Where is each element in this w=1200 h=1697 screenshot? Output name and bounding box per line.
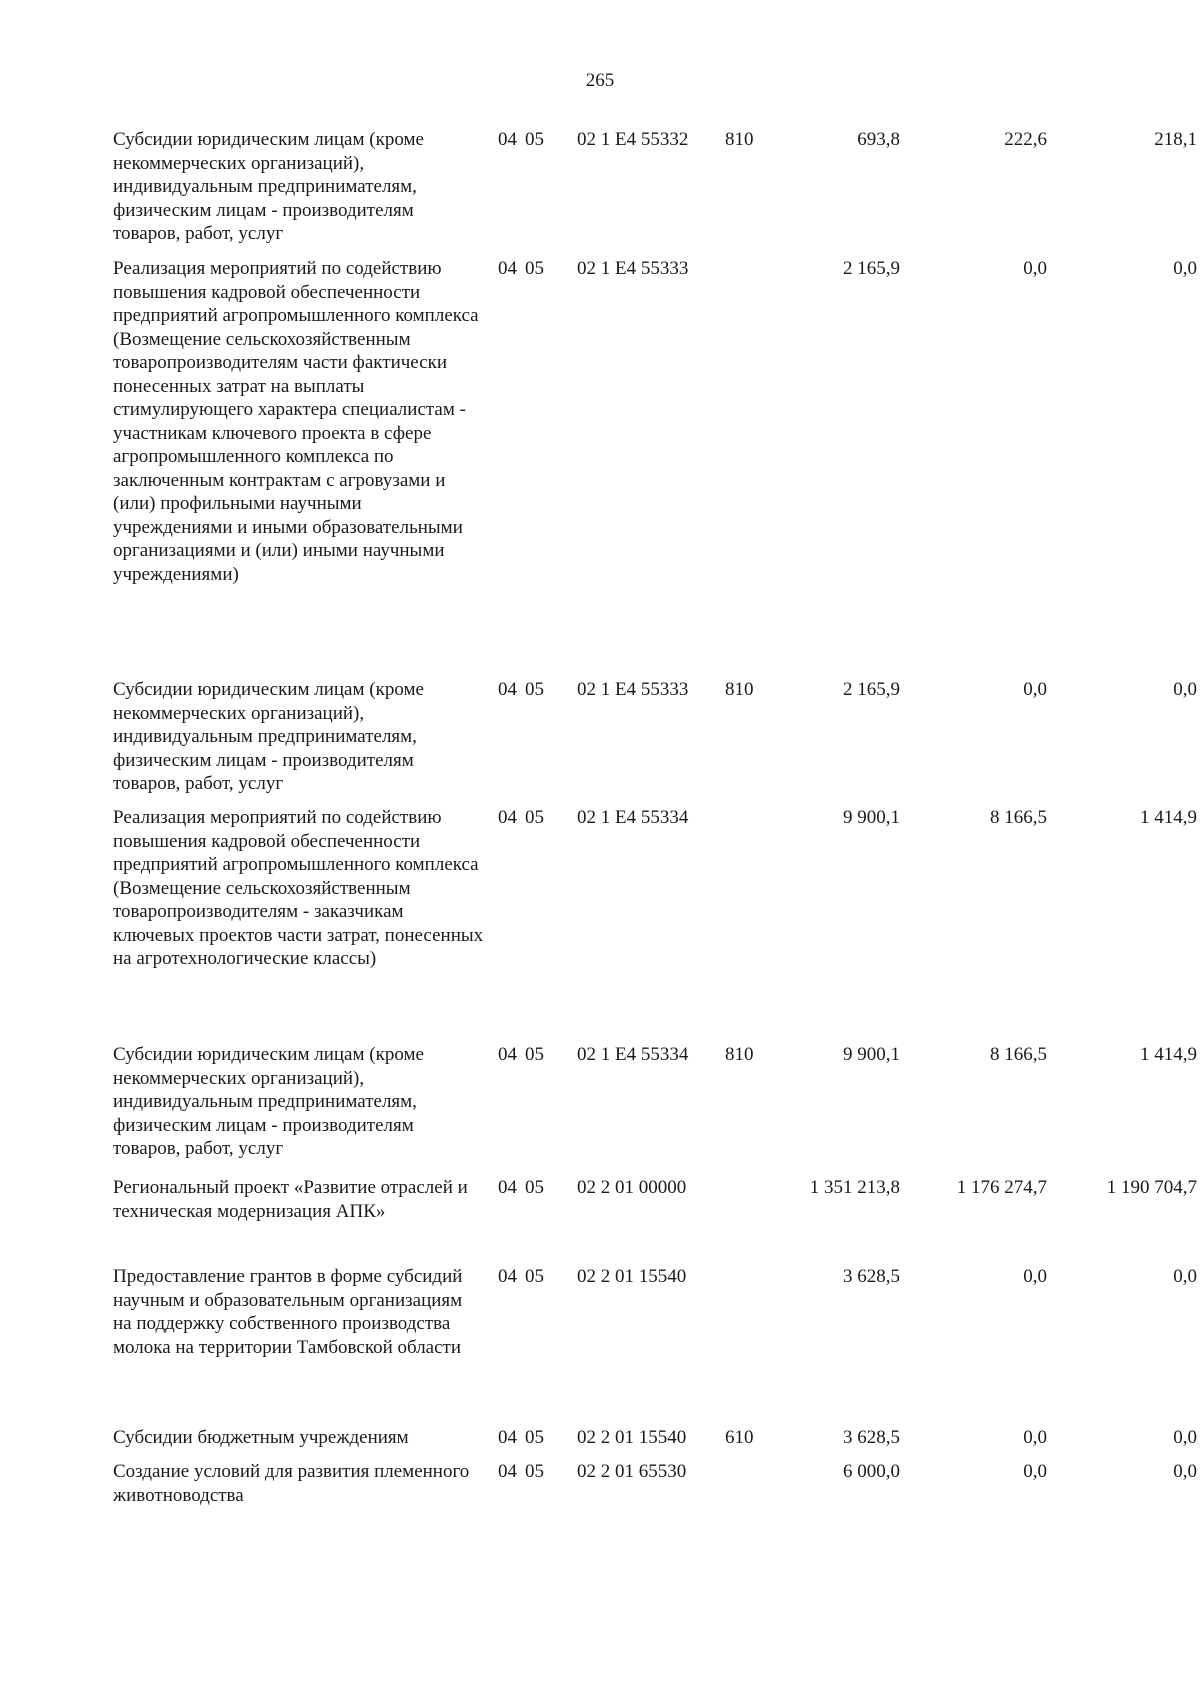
row-description: Субсидии юридическим лицам (кроме некоммерческих организаций), индивидуальным предпринимателям, физическим лицам - производителям товаров, работ, услуг [113,1044,424,1159]
row-target-article: 02 1 E4 55334 [577,1044,689,1065]
row-value-year2: 0,0 [1023,1427,1047,1448]
row-subsection-code: 05 [525,129,544,150]
row-value-year3: 0,0 [1173,679,1197,700]
row-target-article: 02 1 E4 55334 [577,807,689,828]
row-value-year1: 3 628,5 [843,1266,900,1287]
row-value-year1: 1 351 213,8 [809,1177,900,1198]
row-value-year2: 0,0 [1023,1266,1047,1287]
row-description: Предоставление грантов в форме субсидий научным и образовательным организациям на поддержку собственного производства молока на территории Тамбовской области [113,1266,463,1358]
row-expense-type: 810 [725,1044,754,1065]
row-description: Реализация мероприятий по содействию повышения кадровой обеспеченности предприятий агропромышленного комплекса (Возмещение сельскохозяйственным товаропроизводителям - заказчикам ключевых проектов части затрат, понесенных на агротехнологические классы) [113,807,484,969]
row-target-article: 02 1 E4 55333 [577,679,689,700]
row-value-year1: 9 900,1 [843,807,900,828]
row-value-year3: 218,1 [1154,129,1197,150]
row-section-code: 04 [498,1177,517,1198]
row-section-code: 04 [498,129,517,150]
row-target-article: 02 2 01 65530 [577,1461,687,1482]
row-subsection-code: 05 [525,1427,544,1448]
row-section-code: 04 [498,1044,517,1065]
row-expense-type: 810 [725,129,754,150]
row-subsection-code: 05 [525,679,544,700]
row-section-code: 04 [498,1266,517,1287]
row-value-year3: 0,0 [1173,258,1197,279]
row-value-year2: 0,0 [1023,1461,1047,1482]
row-target-article: 02 1 E4 55333 [577,258,689,279]
row-value-year2: 222,6 [1004,129,1047,150]
row-section-code: 04 [498,679,517,700]
row-target-article: 02 2 01 15540 [577,1266,687,1287]
row-description: Субсидии юридическим лицам (кроме некоммерческих организаций), индивидуальным предпринимателям, физическим лицам - производителям товаров, работ, услуг [113,129,424,244]
row-value-year3: 0,0 [1173,1461,1197,1482]
row-value-year1: 3 628,5 [843,1427,900,1448]
row-value-year3: 1 414,9 [1140,1044,1197,1065]
row-value-year2: 0,0 [1023,679,1047,700]
row-value-year3: 1 414,9 [1140,807,1197,828]
row-target-article: 02 1 E4 55332 [577,129,689,150]
row-subsection-code: 05 [525,1177,544,1198]
row-expense-type: 810 [725,679,754,700]
row-value-year3: 1 190 704,7 [1106,1177,1197,1198]
row-expense-type: 610 [725,1427,754,1448]
row-description: Создание условий для развития племенного животноводства [113,1461,470,1506]
row-description: Реализация мероприятий по содействию повышения кадровой обеспеченности предприятий агропромышленного комплекса (Возмещение сельскохозяйственным товаропроизводителям части фактически понесенных затрат на выплаты стимулирующего характера специалистам - участникам ключевого проекта в сфере агропромышленного комплекса по заключенным контрактам с агровузами и (или) профильными научными учреждениями и иными образовательными организациями и (или) иными научными учреждениями) [113,258,479,585]
row-subsection-code: 05 [525,258,544,279]
row-value-year2: 8 166,5 [990,807,1047,828]
row-value-year1: 9 900,1 [843,1044,900,1065]
row-value-year1: 2 165,9 [843,258,900,279]
row-description: Региональный проект «Развитие отраслей и техническая модернизация АПК» [113,1177,468,1222]
row-subsection-code: 05 [525,1044,544,1065]
row-value-year3: 0,0 [1173,1266,1197,1287]
row-value-year1: 693,8 [857,129,900,150]
row-value-year2: 0,0 [1023,258,1047,279]
row-value-year1: 2 165,9 [843,679,900,700]
row-subsection-code: 05 [525,1461,544,1482]
row-value-year2: 8 166,5 [990,1044,1047,1065]
row-section-code: 04 [498,1427,517,1448]
row-section-code: 04 [498,1461,517,1482]
row-description: Субсидии бюджетным учреждениям [113,1427,409,1448]
row-target-article: 02 2 01 00000 [577,1177,687,1198]
row-subsection-code: 05 [525,807,544,828]
row-description: Субсидии юридическим лицам (кроме некоммерческих организаций), индивидуальным предпринимателям, физическим лицам - производителям товаров, работ, услуг [113,679,424,794]
row-value-year1: 6 000,0 [843,1461,900,1482]
row-value-year3: 0,0 [1173,1427,1197,1448]
row-value-year2: 1 176 274,7 [956,1177,1047,1198]
row-section-code: 04 [498,807,517,828]
row-subsection-code: 05 [525,1266,544,1287]
page-number: 265 [585,70,615,91]
row-section-code: 04 [498,258,517,279]
row-target-article: 02 2 01 15540 [577,1427,687,1448]
